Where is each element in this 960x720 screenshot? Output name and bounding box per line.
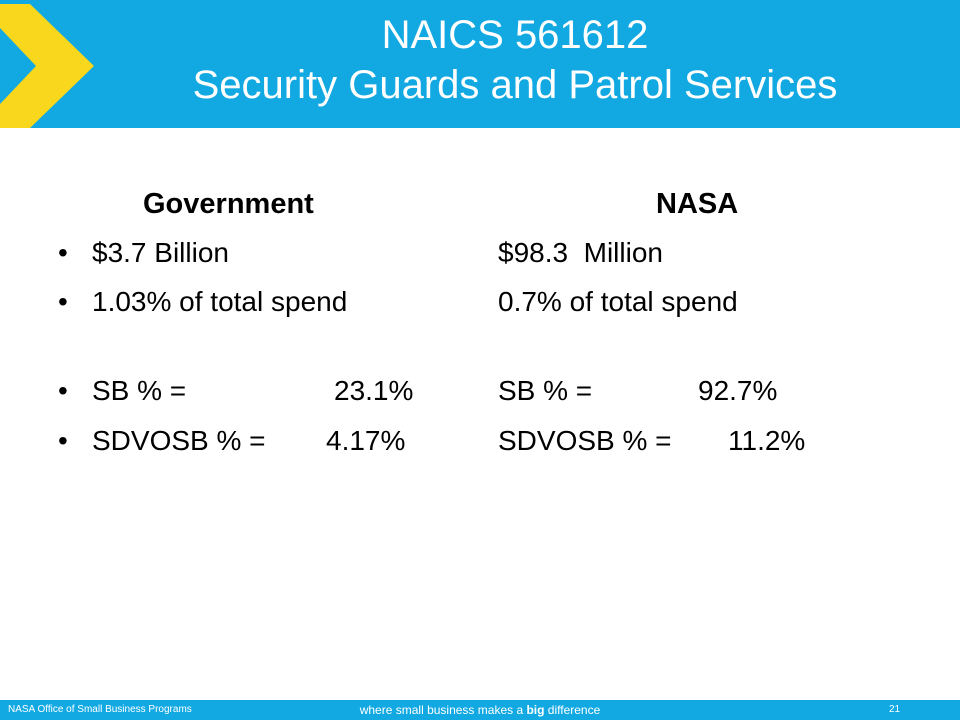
nasa-sdvosb-label: SDVOSB % = (498, 425, 672, 456)
government-share: 1.03% of total spend (92, 286, 348, 317)
bullet-1: • (58, 237, 68, 268)
government-sdvosb-label: SDVOSB % = (92, 425, 266, 456)
nasa-heading: NASA (656, 188, 739, 220)
tagline-post: difference (544, 703, 601, 717)
government-heading: Government (143, 188, 314, 220)
government-spend: $3.7 Billion (92, 237, 229, 268)
page-number: 21 (889, 704, 901, 715)
nasa-sb-label: SB % = (498, 375, 593, 406)
title-line-1: NAICS 561612 (381, 13, 649, 57)
bullet-2: • (58, 286, 68, 317)
chevron-logo-icon (0, 0, 120, 128)
tagline-bold: big (526, 703, 545, 717)
government-sb-value: 23.1% (334, 375, 414, 406)
nasa-sdvosb-value: 11.2% (728, 425, 806, 456)
slide-header (0, 0, 960, 128)
nasa-sb-value: 92.7% (698, 375, 778, 406)
footer-tagline (0, 703, 960, 717)
bullet-3: • (58, 375, 68, 406)
title-line-2: Security Guards and Patrol Services (192, 63, 838, 107)
government-sdvosb-value: 4.17% (326, 425, 406, 456)
slide-title (110, 10, 920, 110)
slide-footer (0, 700, 960, 720)
government-sb-label: SB % = (92, 375, 187, 406)
footer-org: NASA Office of Small Business Programs (8, 704, 192, 715)
nasa-spend: $98.3 Million (498, 237, 663, 268)
bullet-4: • (58, 425, 68, 456)
nasa-share: 0.7% of total spend (498, 286, 738, 317)
tagline-pre: where small business makes a (359, 703, 527, 717)
